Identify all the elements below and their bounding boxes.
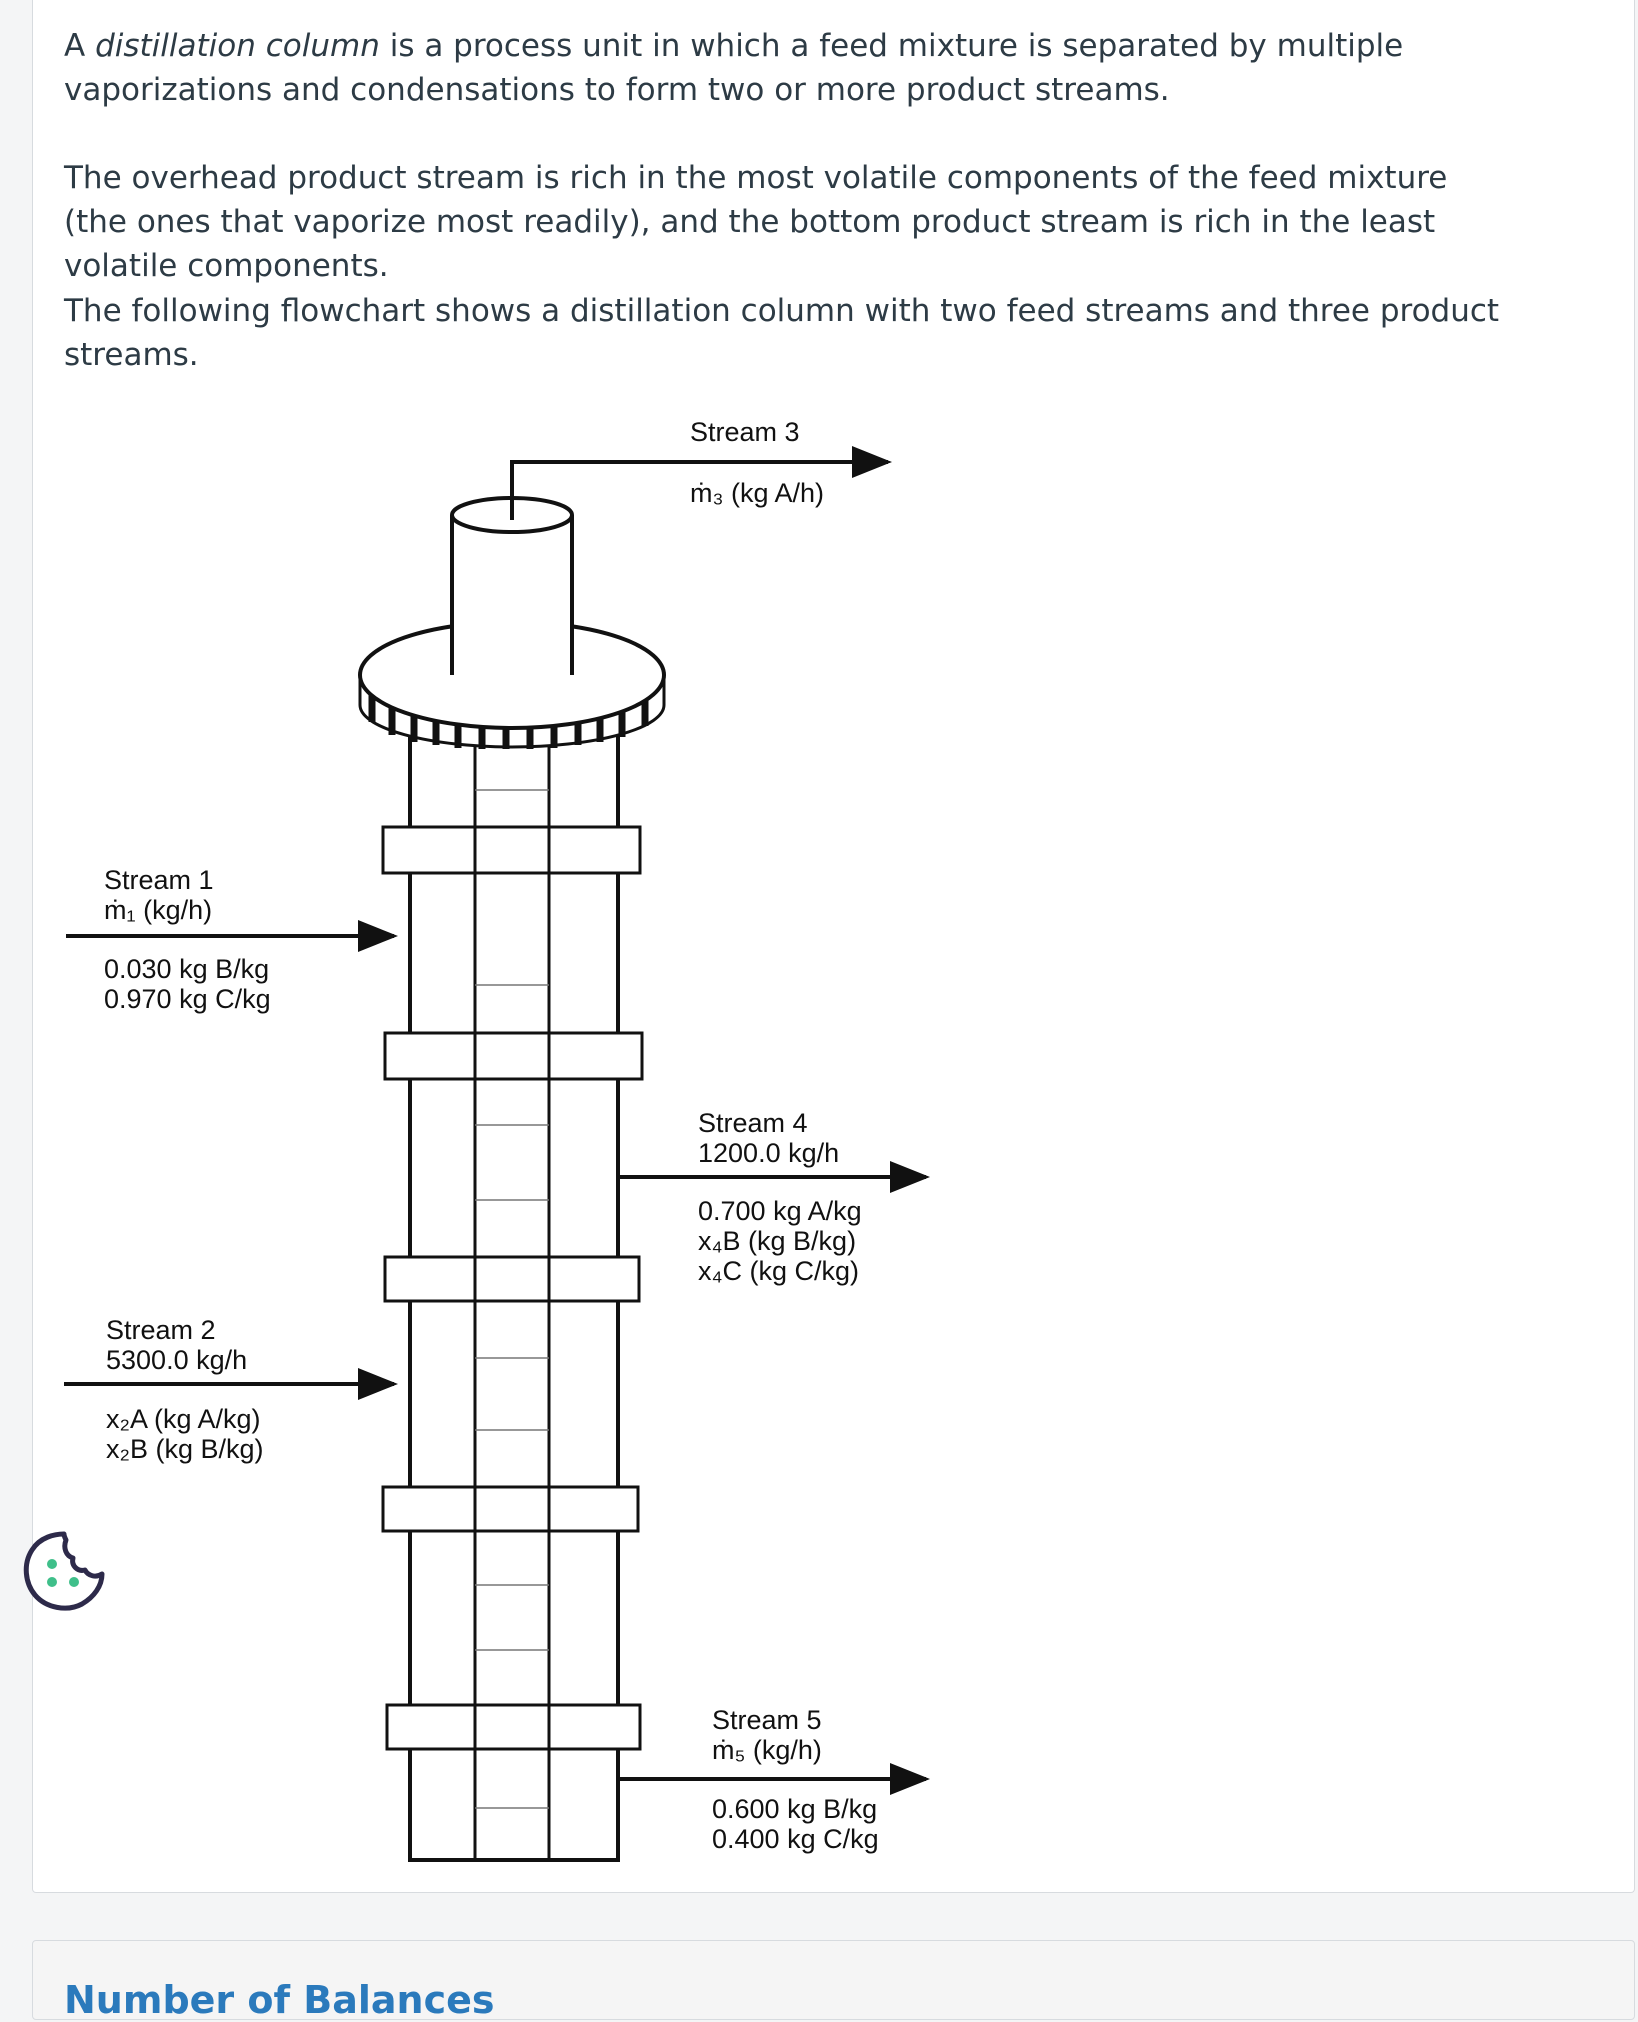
intro-text: A xyxy=(64,28,96,64)
stream4-comp-c: x₄C (kg C/kg) xyxy=(698,1256,860,1286)
stream2-flow: 5300.0 kg/h xyxy=(106,1345,248,1375)
stream3-title: Stream 3 xyxy=(690,417,800,447)
intro-paragraph-3: The following flowchart shows a distillation column with two feed streams and three product streams. xyxy=(64,293,1500,373)
term-distillation-column: distillation column xyxy=(95,28,380,64)
stream2-title: Stream 2 xyxy=(106,1315,216,1345)
stream1-comp-b: 0.030 kg B/kg xyxy=(104,954,270,984)
stream5-comp-b: 0.600 kg B/kg xyxy=(712,1794,878,1824)
stream5-title: Stream 5 xyxy=(712,1705,822,1735)
stream3-flow: ṁ₃ (kg A/h) xyxy=(690,478,825,508)
stream5-flow: ṁ₅ (kg/h) xyxy=(712,1735,822,1765)
stream4-flow: 1200.0 kg/h xyxy=(698,1138,840,1168)
stream4-title: Stream 4 xyxy=(698,1108,808,1138)
cookie-settings-button[interactable] xyxy=(20,1528,106,1614)
section-title-number-of-balances: Number of Balances xyxy=(64,1978,495,2022)
stream1-comp-c: 0.970 kg C/kg xyxy=(104,984,271,1014)
stream4-comp-a: 0.700 kg A/kg xyxy=(698,1196,862,1226)
intro-paragraph-2: The overhead product stream is rich in the most volatile components of the feed mixture (the ones that vaporize most readily), and the bottom product stream is rich in the least volatile components. xyxy=(64,160,1448,284)
condenser xyxy=(360,498,664,749)
stream5-comp-c: 0.400 kg C/kg xyxy=(712,1824,879,1854)
stream1-flow: ṁ₁ (kg/h) xyxy=(104,895,213,925)
stream4-comp-b: x₄B (kg B/kg) xyxy=(698,1226,857,1256)
cookie-icon xyxy=(20,1528,106,1614)
stream2-comp-a: x₂A (kg A/kg) xyxy=(106,1404,261,1434)
intro-text: is a process unit in which a feed mixture is separated by multiple vaporizations and condensations to form two or more product streams. xyxy=(64,28,1404,108)
stream1-title: Stream 1 xyxy=(104,865,214,895)
stream2-comp-b: x₂B (kg B/kg) xyxy=(106,1434,264,1464)
